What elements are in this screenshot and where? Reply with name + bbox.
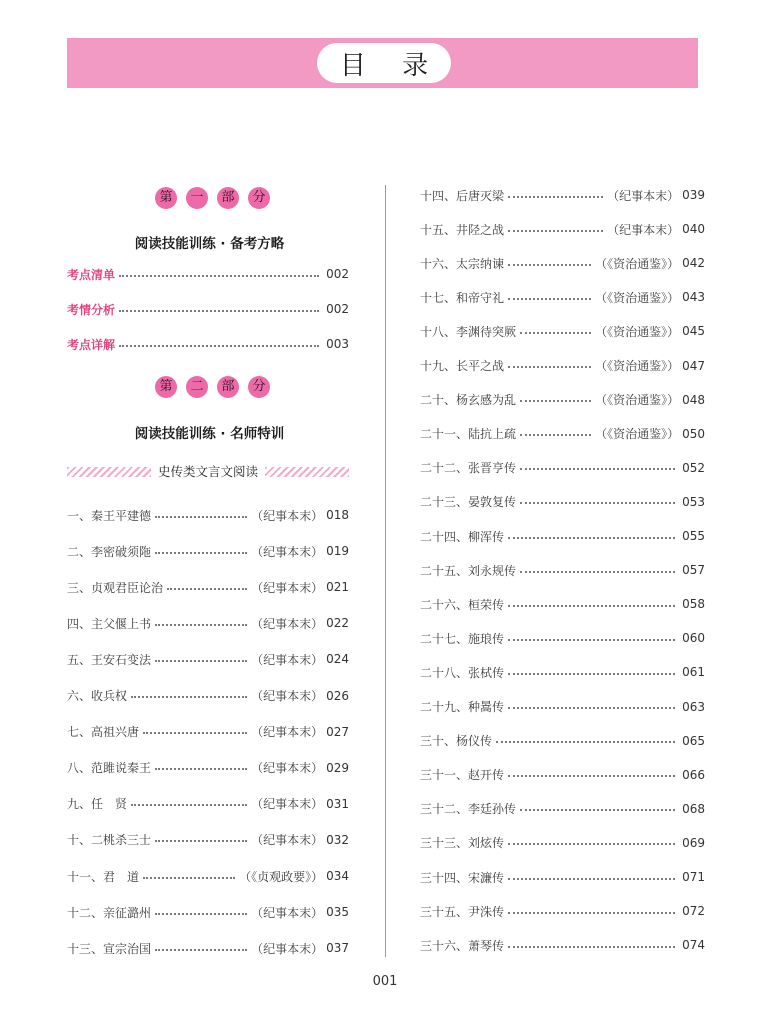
toc-entry[interactable] — [420, 595, 705, 613]
leader-dots — [508, 604, 675, 607]
leader-dots — [119, 274, 319, 277]
leader-dots — [155, 767, 247, 770]
entry-source: （纪事本末） — [251, 544, 324, 559]
toc-entry[interactable] — [420, 936, 705, 954]
entry-label: 十三、宣宗治国 — [67, 941, 152, 956]
toc-entry[interactable] — [420, 288, 705, 306]
entry-page: 072 — [682, 904, 705, 919]
leader-dots — [143, 876, 235, 879]
entry-source: （纪事本末） — [607, 222, 680, 237]
leader-dots — [520, 808, 675, 811]
part-one-heading — [155, 187, 270, 209]
toc-entry[interactable] — [420, 663, 705, 681]
entry-source: （纪事本末） — [251, 689, 324, 703]
toc-entry[interactable] — [420, 322, 705, 340]
leader-dots — [508, 638, 675, 641]
entry-source: （《资治通鉴》） — [595, 324, 680, 339]
leader-dots — [496, 740, 675, 743]
entry-page: 052 — [682, 460, 705, 475]
leader-dots — [155, 623, 247, 626]
column-divider — [385, 185, 386, 957]
part-char: 分 — [248, 376, 270, 398]
page-title: 目 录 — [317, 43, 451, 83]
leader-dots — [508, 877, 675, 880]
entry-source: （《资治通鉴》） — [595, 290, 680, 305]
entry-label: 二十六、桓荣传 — [420, 597, 505, 612]
toc-entry[interactable] — [67, 300, 349, 318]
entry-source: （纪事本末） — [251, 508, 324, 523]
entry-label: 考情分析 — [67, 302, 116, 317]
leader-dots — [508, 672, 675, 675]
toc-entry[interactable] — [420, 732, 705, 750]
entry-source: （纪事本末） — [251, 941, 324, 956]
toc-entry[interactable] — [67, 687, 349, 705]
toc-entry[interactable] — [67, 650, 349, 668]
entry-label: 五、王安石变法 — [67, 652, 152, 667]
entry-page: 018 — [326, 508, 349, 522]
entry-label: 三十五、尹洙传 — [420, 904, 505, 919]
leader-dots — [508, 229, 603, 232]
entry-page: 066 — [682, 767, 705, 782]
entry-label: 考点清单 — [67, 267, 116, 282]
toc-entry[interactable] — [420, 766, 705, 784]
toc-entry[interactable] — [67, 723, 349, 741]
entry-page: 048 — [682, 392, 705, 407]
section-header — [67, 463, 349, 481]
entry-label: 二十二、张晋亨传 — [420, 461, 517, 476]
entry-page: 068 — [682, 801, 705, 816]
entry-page: 053 — [682, 494, 705, 509]
entry-label: 三十三、刘炫传 — [420, 836, 505, 851]
leader-dots — [155, 839, 247, 842]
leader-dots — [155, 551, 247, 554]
toc-entry[interactable] — [67, 795, 349, 813]
part-one-subtitle: 阅读技能训练 · 备考方略 — [134, 236, 285, 252]
entry-source: （《资治通鉴》） — [595, 359, 680, 373]
entry-page: 050 — [682, 426, 705, 441]
toc-entry[interactable] — [67, 759, 349, 777]
entry-label: 二、李密破须陁 — [67, 544, 152, 559]
leader-dots — [508, 365, 591, 368]
entry-source: （纪事本末） — [251, 580, 324, 595]
toc-entry[interactable] — [420, 254, 705, 272]
leader-dots — [131, 803, 247, 806]
entry-page: 027 — [326, 724, 349, 739]
toc-entry[interactable] — [420, 357, 705, 375]
entry-label: 二十八、张栻传 — [420, 665, 505, 680]
toc-entry[interactable] — [420, 425, 705, 443]
entry-page: 035 — [326, 905, 349, 920]
entry-label: 十七、和帝守礼 — [420, 290, 505, 305]
leader-dots — [508, 195, 603, 198]
entry-page: 065 — [682, 733, 705, 748]
toc-entry[interactable] — [67, 265, 349, 283]
entry-page: 019 — [326, 544, 349, 559]
leader-dots — [520, 399, 591, 402]
part-two-heading — [155, 376, 270, 398]
entry-label: 九、任 贤 — [67, 797, 128, 812]
leader-dots — [131, 695, 247, 698]
part-char: 部 — [217, 376, 239, 398]
toc-entry[interactable] — [67, 506, 349, 524]
leader-dots — [155, 948, 247, 951]
title-banner — [67, 38, 698, 88]
entry-page: 043 — [682, 290, 705, 305]
entry-label: 十、二桃杀三士 — [67, 833, 152, 848]
entry-source: （《贞观政要》） — [239, 869, 324, 884]
toc-entry[interactable] — [67, 542, 349, 560]
toc-entry[interactable] — [67, 867, 349, 885]
entry-page: 071 — [682, 870, 705, 884]
toc-entry[interactable] — [420, 493, 705, 511]
entry-label: 三十一、赵开传 — [420, 768, 505, 783]
entry-label: 一、秦王平建德 — [67, 508, 152, 523]
leader-dots — [520, 570, 675, 573]
entry-label: 十八、李渊待突厥 — [420, 324, 517, 339]
entry-label: 十四、后唐灭梁 — [420, 188, 505, 203]
entry-label: 十九、长平之战 — [420, 359, 505, 373]
entry-label: 十一、君 道 — [67, 869, 140, 884]
leader-dots — [508, 911, 675, 914]
entry-source: （纪事本末） — [251, 905, 324, 920]
toc-entry[interactable] — [67, 831, 349, 849]
toc-entry[interactable] — [67, 903, 349, 921]
entry-page: 045 — [682, 324, 705, 339]
entry-page: 061 — [682, 665, 705, 680]
entry-page: 037 — [326, 941, 349, 956]
toc-entry[interactable] — [420, 459, 705, 477]
leader-dots — [508, 842, 675, 845]
hatch-decoration — [265, 467, 349, 477]
entry-page: 026 — [326, 688, 349, 703]
entry-label: 二十七、施琅传 — [420, 631, 505, 646]
entry-label: 八、范雎说秦王 — [67, 761, 152, 776]
entry-label: 考点详解 — [67, 337, 116, 352]
entry-label: 三十二、李廷孙传 — [420, 802, 517, 817]
entry-label: 四、主父偃上书 — [67, 616, 152, 631]
page-number: 001 — [372, 974, 398, 989]
entry-label: 三、贞观君臣论治 — [67, 580, 164, 595]
leader-dots — [143, 731, 247, 734]
toc-entry[interactable] — [420, 220, 705, 238]
entry-source: （《资治通鉴》） — [595, 427, 680, 442]
entry-page: 055 — [682, 529, 705, 543]
entry-page: 024 — [326, 652, 349, 667]
toc-entry[interactable] — [67, 614, 349, 632]
toc-entry[interactable] — [420, 629, 705, 647]
hatch-decoration — [67, 467, 151, 477]
entry-label: 三十四、宋濂传 — [420, 870, 505, 885]
toc-entry[interactable] — [67, 578, 349, 596]
leader-dots — [508, 263, 591, 266]
entry-source: （纪事本末） — [251, 616, 324, 631]
entry-page: 034 — [326, 869, 349, 883]
toc-entry[interactable] — [420, 902, 705, 920]
entry-page: 063 — [682, 699, 705, 714]
toc-entry[interactable] — [420, 800, 705, 818]
part-char: 二 — [186, 376, 208, 398]
entry-page: 039 — [682, 188, 705, 202]
entry-source: （《资治通鉴》） — [595, 393, 680, 408]
entry-source: （纪事本末） — [251, 761, 324, 776]
part-char: 部 — [217, 187, 239, 209]
entry-label: 二十、杨玄感为乱 — [420, 393, 517, 408]
leader-dots — [520, 467, 675, 470]
entry-label: 十六、太宗纳谏 — [420, 256, 505, 271]
entry-label: 十五、井陉之战 — [420, 222, 505, 237]
entry-label: 二十一、陆抗上疏 — [420, 427, 517, 442]
entry-source: （纪事本末） — [251, 833, 324, 848]
entry-source: （《资治通鉴》） — [595, 256, 680, 271]
leader-dots — [508, 945, 675, 948]
entry-page: 040 — [682, 222, 705, 237]
toc-entry[interactable] — [67, 939, 349, 957]
leader-dots — [508, 706, 675, 709]
toc-entry[interactable] — [420, 186, 705, 204]
entry-source: （纪事本末） — [251, 797, 324, 812]
leader-dots — [167, 587, 247, 590]
part-char: 第 — [155, 187, 177, 209]
entry-source: （纪事本末） — [251, 725, 324, 740]
leader-dots — [508, 536, 675, 539]
entry-page: 047 — [682, 358, 705, 373]
entry-label: 二十四、柳浑传 — [420, 529, 505, 544]
entry-page: 022 — [326, 616, 349, 631]
part-char: 分 — [248, 187, 270, 209]
entry-source: （纪事本末） — [251, 652, 324, 667]
entry-label: 二十三、晏敦复传 — [420, 495, 517, 510]
entry-label: 二十九、种暠传 — [420, 700, 505, 714]
part-char: 第 — [155, 376, 177, 398]
part-two-subtitle: 阅读技能训练 · 名师特训 — [134, 426, 285, 442]
toc-entry[interactable] — [420, 698, 705, 716]
entry-page: 057 — [682, 563, 705, 578]
entry-label: 三十六、萧琴传 — [420, 938, 505, 953]
entry-label: 十二、亲征潞州 — [67, 905, 152, 920]
entry-page: 069 — [682, 835, 705, 850]
leader-dots — [119, 309, 319, 312]
toc-entry[interactable] — [420, 834, 705, 852]
entry-page: 032 — [326, 832, 349, 847]
leader-dots — [520, 433, 591, 436]
leader-dots — [520, 501, 675, 504]
part-char: 一 — [186, 187, 208, 209]
leader-dots — [119, 344, 319, 347]
leader-dots — [508, 774, 675, 777]
toc-entry[interactable] — [420, 868, 705, 886]
entry-source: （纪事本末） — [607, 188, 680, 203]
entry-label: 七、高祖兴唐 — [67, 725, 140, 740]
leader-dots — [520, 331, 591, 334]
toc-entry[interactable] — [67, 335, 349, 353]
entry-page: 029 — [326, 760, 349, 775]
entry-label: 三十、杨仪传 — [420, 734, 493, 749]
entry-page: 002 — [326, 267, 349, 281]
leader-dots — [155, 515, 247, 518]
leader-dots — [155, 659, 247, 662]
entry-label: 二十五、刘永规传 — [420, 563, 517, 578]
toc-entry[interactable] — [420, 527, 705, 545]
leader-dots — [508, 297, 591, 300]
entry-page: 021 — [326, 580, 349, 595]
entry-page: 058 — [682, 597, 705, 612]
leader-dots — [155, 912, 247, 915]
toc-entry[interactable] — [420, 561, 705, 579]
entry-page: 060 — [682, 631, 705, 646]
entry-page: 074 — [682, 938, 705, 953]
entry-page: 042 — [682, 256, 705, 271]
entry-page: 031 — [326, 796, 349, 811]
toc-entry[interactable] — [420, 391, 705, 409]
section-label: 史传类文言文阅读 — [157, 464, 258, 479]
entry-page: 002 — [326, 302, 349, 316]
entry-label: 六、收兵权 — [67, 689, 128, 703]
entry-page: 003 — [326, 337, 349, 351]
